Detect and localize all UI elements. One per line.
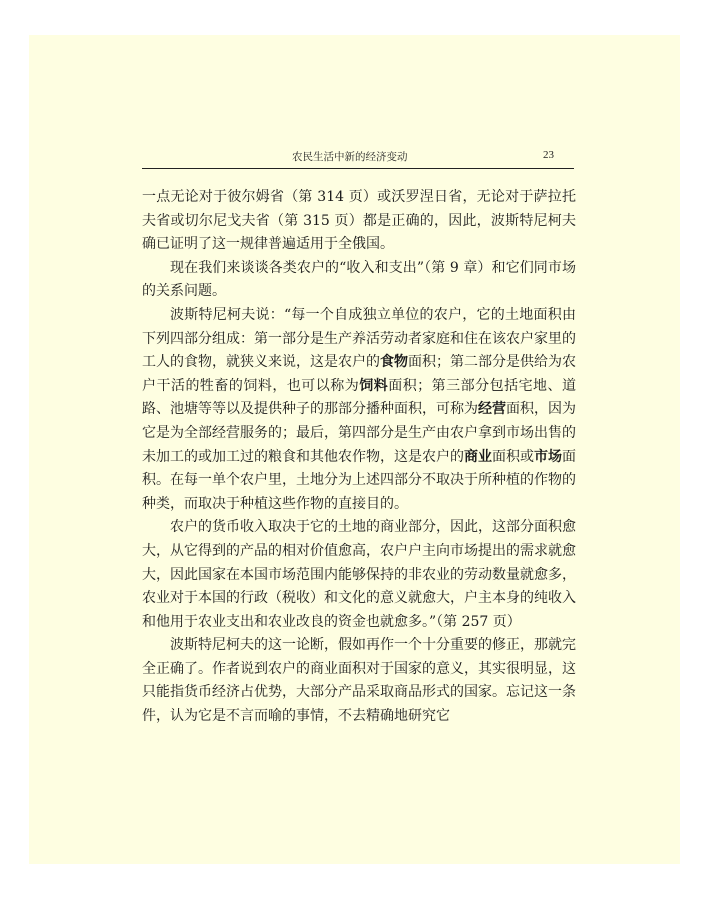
text-segment: 面积。在每一单个农户里，土地分为上述四部分不取决于所种植的作物的种类，而取决于种植这些作物的直接目的。 bbox=[142, 448, 576, 512]
bold-term: 市场 bbox=[534, 448, 562, 465]
text-segment: 现在我们来谈谈各类农户的“收入和支出”（第 9 章）和它们同市场的关系问题。 bbox=[142, 259, 576, 300]
paragraph bbox=[142, 186, 576, 257]
text-segment: 一点无论对于彼尔姆省（第 314 页）或沃罗涅日省，无论对于萨拉托夫省或切尔尼戈夫省（第 315 页）都是正确的，因此，波斯特尼柯夫确已证明了这一规律普遍适用于全俄国。 bbox=[142, 189, 576, 253]
paragraph bbox=[142, 516, 576, 634]
bold-term: 商业 bbox=[464, 448, 492, 465]
text-segment: 面积，因为它是为全部经营服务的；最后，第四部分是生产由农户拿到市场出售的未加工的或加工过的粮食和其他农作物，这是农户的 bbox=[142, 401, 576, 465]
running-title: 农民生活中新的经济变动 bbox=[292, 151, 408, 163]
paragraph bbox=[142, 634, 576, 728]
bold-term: 饲料 bbox=[359, 377, 389, 394]
text-segment: 面积或 bbox=[492, 448, 534, 465]
page-header bbox=[142, 146, 574, 169]
text-segment: 面积；第二部分是供给为农户干活的牲畜的饲料，也可以称为 bbox=[142, 354, 576, 394]
paragraph bbox=[142, 257, 576, 304]
text-segment: 波斯特尼柯夫说：“每一个自成独立单位的农户，它的土地面积由下列四部分组成：第一部分是生产养活劳动者家庭和住在该农户家里的工人的食物，就狭义来说，这是农户的 bbox=[142, 306, 576, 371]
text-segment: 农户的货币收入取决于它的土地的商业部分，因此，这部分面积愈大，从它得到的产品的相对价值愈高，农户户主向市场提出的需求就愈大，因此国家在本国市场范围内能够保持的非农业的劳动数量就愈多，农业对于本国的行政（税收）和文化的意义就愈大，户主本身的纯收入和他用于农业支出和农业改良的资金也就愈多。”（第 257 页） bbox=[142, 519, 576, 630]
page-number: 23 bbox=[543, 149, 554, 161]
bold-term: 食物 bbox=[380, 354, 408, 371]
text-segment: 面积；第三部分包括宅地、道路、池塘等等以及提供种子的那部分播种面积，可称为 bbox=[142, 377, 577, 418]
text-segment: 波斯特尼柯夫的这一论断，假如再作一个十分重要的修正，那就完全正确了。作者说到农户的商业面积对于国家的意义，其实很明显，这只能指货币经济占优势，大部分产品采取商品形式的国家。忘记这一条件，认为它是不言而喻的事情，不去精确地研究它 bbox=[142, 637, 576, 725]
paragraph bbox=[142, 304, 576, 516]
body-text bbox=[142, 186, 576, 729]
bold-term: 经营 bbox=[478, 401, 506, 418]
